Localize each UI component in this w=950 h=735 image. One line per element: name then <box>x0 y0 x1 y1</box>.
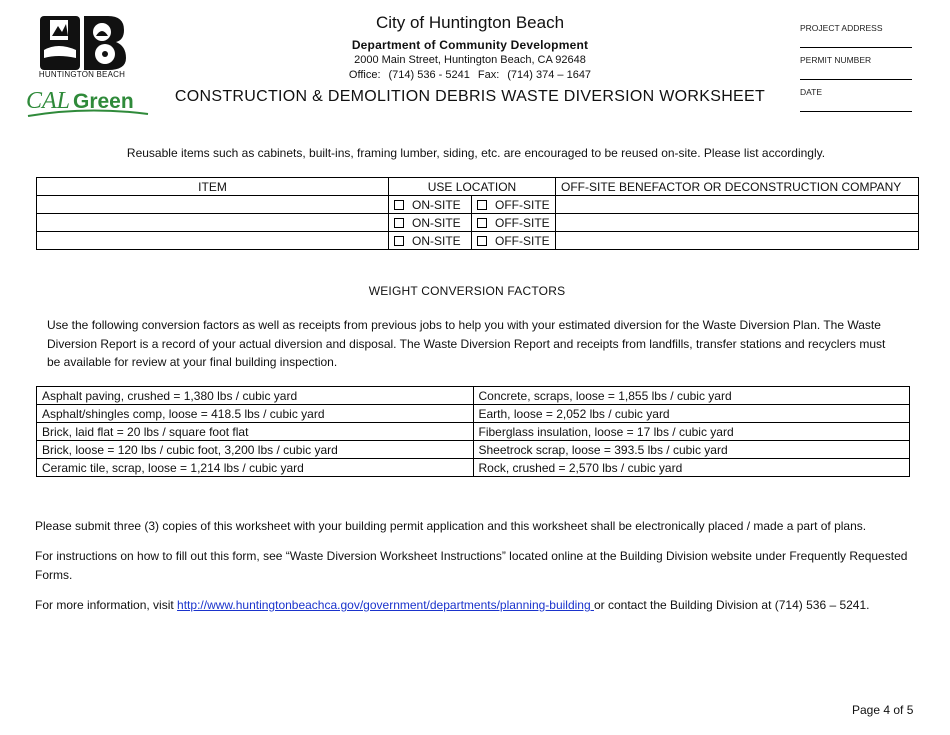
on-site-option[interactable] <box>389 232 472 250</box>
info-prefix: For more information, visit <box>35 598 178 612</box>
on-site-label: ON-SITE <box>412 215 461 230</box>
calgreen-cal-text: CAL <box>26 88 71 114</box>
date-field[interactable] <box>800 111 912 112</box>
instructions-note: For instructions on how to fill out this form, see “Waste Diversion Worksheet Instructions” located online at the Building Division website under Frequently Requested Forms. <box>35 549 908 582</box>
project-address-field[interactable] <box>800 47 912 48</box>
calgreen-logo <box>26 84 152 122</box>
table-row <box>37 405 910 423</box>
department-name: Department of Community Development <box>351 38 589 52</box>
fax-label: Fax: <box>477 69 500 81</box>
table-header-row <box>37 178 919 196</box>
weight-conversion-paragraph: Use the following conversion factors as well as receipts from previous jobs to help you with your estimated diversion for the Waste Diversion Plan. The Waste Diversion Report is a record of your actual diversion and disposal. The Waste Diversion Report and receipts from landfills, transfer stations and recyclers must be available for review at your final building inspection. <box>47 318 886 369</box>
benefactor-cell[interactable] <box>556 214 919 232</box>
office-contact <box>300 69 640 81</box>
on-site-label: ON-SITE <box>412 233 461 248</box>
table-row <box>37 423 910 441</box>
factor-cell: Asphalt/shingles comp, loose = 418.5 lbs / cubic yard <box>37 405 474 423</box>
on-site-option[interactable] <box>389 196 472 214</box>
factor-cell: Brick, loose = 120 lbs / cubic foot, 3,200 lbs / cubic yard <box>37 441 474 459</box>
off-site-label: OFF-SITE <box>495 215 550 230</box>
off-site-label: OFF-SITE <box>495 233 550 248</box>
benefactor-header: OFF-SITE BENEFACTOR OR DECONSTRUCTION COMPANY <box>556 178 919 196</box>
table-row <box>37 459 910 477</box>
item-cell[interactable] <box>37 232 389 250</box>
factor-cell: Brick, laid flat = 20 lbs / square foot flat <box>37 423 474 441</box>
factor-cell: Rock, crushed = 2,570 lbs / cubic yard <box>473 459 910 477</box>
permit-number-label: PERMIT NUMBER <box>800 55 872 65</box>
table-row <box>37 387 910 405</box>
office-phone: (714) 536 - 5241 <box>388 69 470 81</box>
permit-number-field[interactable] <box>800 79 912 80</box>
table-row <box>37 441 910 459</box>
project-address-label: PROJECT ADDRESS <box>800 23 883 33</box>
logo-caption: HUNTINGTON BEACH <box>38 70 126 79</box>
checkbox-icon[interactable] <box>477 218 487 228</box>
off-site-label: OFF-SITE <box>495 197 550 212</box>
date-label: DATE <box>800 87 823 97</box>
off-site-option[interactable] <box>472 196 556 214</box>
checkbox-icon[interactable] <box>394 200 404 210</box>
benefactor-cell[interactable] <box>556 196 919 214</box>
item-header: ITEM <box>37 178 389 196</box>
checkbox-icon[interactable] <box>477 236 487 246</box>
table-row <box>37 232 919 250</box>
item-cell[interactable] <box>37 196 389 214</box>
off-site-option[interactable] <box>472 232 556 250</box>
more-info-note <box>35 596 915 615</box>
checkbox-icon[interactable] <box>394 236 404 246</box>
on-site-label: ON-SITE <box>412 197 461 212</box>
factor-cell: Fiberglass insulation, loose = 17 lbs / cubic yard <box>473 423 910 441</box>
info-suffix: or contact the Building Division at (714) 536 – 5241. <box>593 598 870 612</box>
factor-cell: Earth, loose = 2,052 lbs / cubic yard <box>473 405 910 423</box>
conversion-factors-table <box>36 386 910 477</box>
department-address: 2000 Main Street, Huntington Beach, CA 92648 <box>354 54 586 66</box>
reusable-items-table <box>36 177 919 250</box>
office-label: Office: <box>348 69 381 81</box>
factor-cell: Sheetrock scrap, loose = 393.5 lbs / cubic yard <box>473 441 910 459</box>
factor-cell: Concrete, scraps, loose = 1,855 lbs / cubic yard <box>473 387 910 405</box>
on-site-option[interactable] <box>389 214 472 232</box>
calgreen-green-text: Green <box>73 90 134 113</box>
submit-note: Please submit three (3) copies of this worksheet with your building permit application and this worksheet shall be electronically placed / made a part of plans. <box>35 519 867 533</box>
factor-cell: Ceramic tile, scrap, loose = 1,214 lbs / cubic yard <box>37 459 474 477</box>
city-name: City of Huntington Beach <box>375 13 565 32</box>
table-row <box>37 214 919 232</box>
table-row <box>37 196 919 214</box>
factor-cell: Asphalt paving, crushed = 1,380 lbs / cubic yard <box>37 387 474 405</box>
fax-phone: (714) 374 – 1647 <box>507 69 592 81</box>
worksheet-title: CONSTRUCTION & DEMOLITION DEBRIS WASTE DIVERSION WORKSHEET <box>174 88 766 105</box>
weight-conversion-title: WEIGHT CONVERSION FACTORS <box>368 284 566 298</box>
use-location-header: USE LOCATION <box>389 178 556 196</box>
checkbox-icon[interactable] <box>394 218 404 228</box>
page-number: Page 4 of 5 <box>852 703 914 717</box>
benefactor-cell[interactable] <box>556 232 919 250</box>
reuse-note: Reusable items such as cabinets, built-ins, framing lumber, siding, etc. are encouraged to be reused on-site. Please list accordingly. <box>126 146 826 160</box>
checkbox-icon[interactable] <box>477 200 487 210</box>
planning-building-link[interactable]: http://www.huntingtonbeachca.gov/government/departments/planning-building <box>177 598 594 612</box>
item-cell[interactable] <box>37 214 389 232</box>
off-site-option[interactable] <box>472 214 556 232</box>
